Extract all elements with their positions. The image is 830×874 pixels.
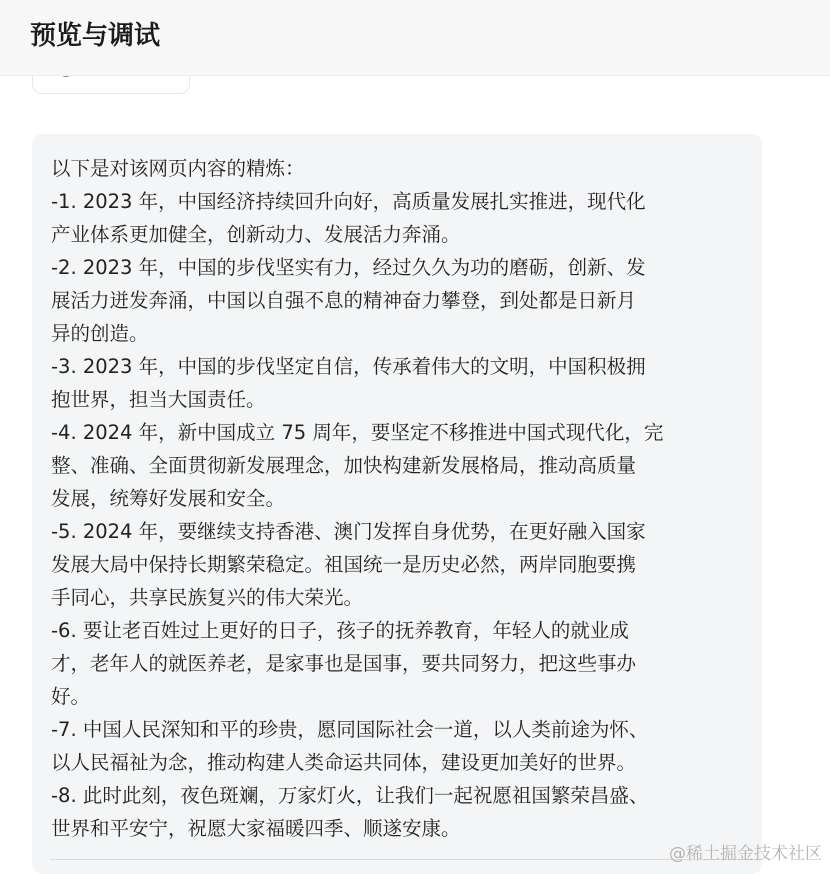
summary-intro: 以下是对该网页内容的精炼： (51, 157, 305, 180)
summary-item-2: -2. 2023 年，中国的步伐坚实有力，经过久久为功的磨砺，创新、发 展活力迸发奔涌，中国以自强不息的精神奋力攀登，到处都是日新月 异的创造。 (51, 256, 646, 345)
summary-item-5: -5. 2024 年，要继续支持香港、澳门发挥自身优势，在更好融入国家 发展大局中保持长期繁荣稳定。祖国统一是历史必然，两岸同胞要携 手同心，共享民族复兴的伟大荣光。 (51, 520, 646, 609)
card-divider (50, 859, 762, 860)
watermark: @稀土掘金技术社区 (669, 844, 822, 864)
summary-item-3: -3. 2023 年，中国的步伐坚定自信，传承着伟大的文明，中国积极拥 抱世界，担当大国责任。 (51, 355, 646, 411)
panel-title: 预览与调试 (30, 21, 161, 51)
summary-item-8: -8. 此时此刻，夜色斑斓，万家灯火，让我们一起祝愿祖国繁荣昌盛、 世界和平安宁，祝愿大家福暖四季、顺遂安康。 (51, 784, 649, 840)
summary-message-card (32, 134, 762, 874)
summary-item-7: -7. 中国人民深知和平的珍贵，愿同国际社会一道，以人类前途为怀、 以人民福祉为念，推动构建人类命运共同体，建设更加美好的世界。 (51, 718, 649, 774)
summary-item-6: -6. 要让老百姓过上更好的日子，孩子的抚养教育，年轻人的就业成 才，老年人的就医养老，是家事也是国事，要共同努力，把这些事办 好。 (51, 619, 637, 708)
summary-item-1: -1. 2023 年，中国经济持续回升向好，高质量发展扎实推进，现代化 产业体系更加健全，创新动力、发展活力奔涌。 (51, 190, 646, 246)
summary-item-4: -4. 2024 年，新中国成立 75 周年，要坚定不移推进中国式现代化，完 整、准确、全面贯彻新发展理念，加快构建新发展格局，推动高质量 发展，统筹好发展和安全。 (51, 421, 664, 510)
panel-header (0, 0, 830, 76)
